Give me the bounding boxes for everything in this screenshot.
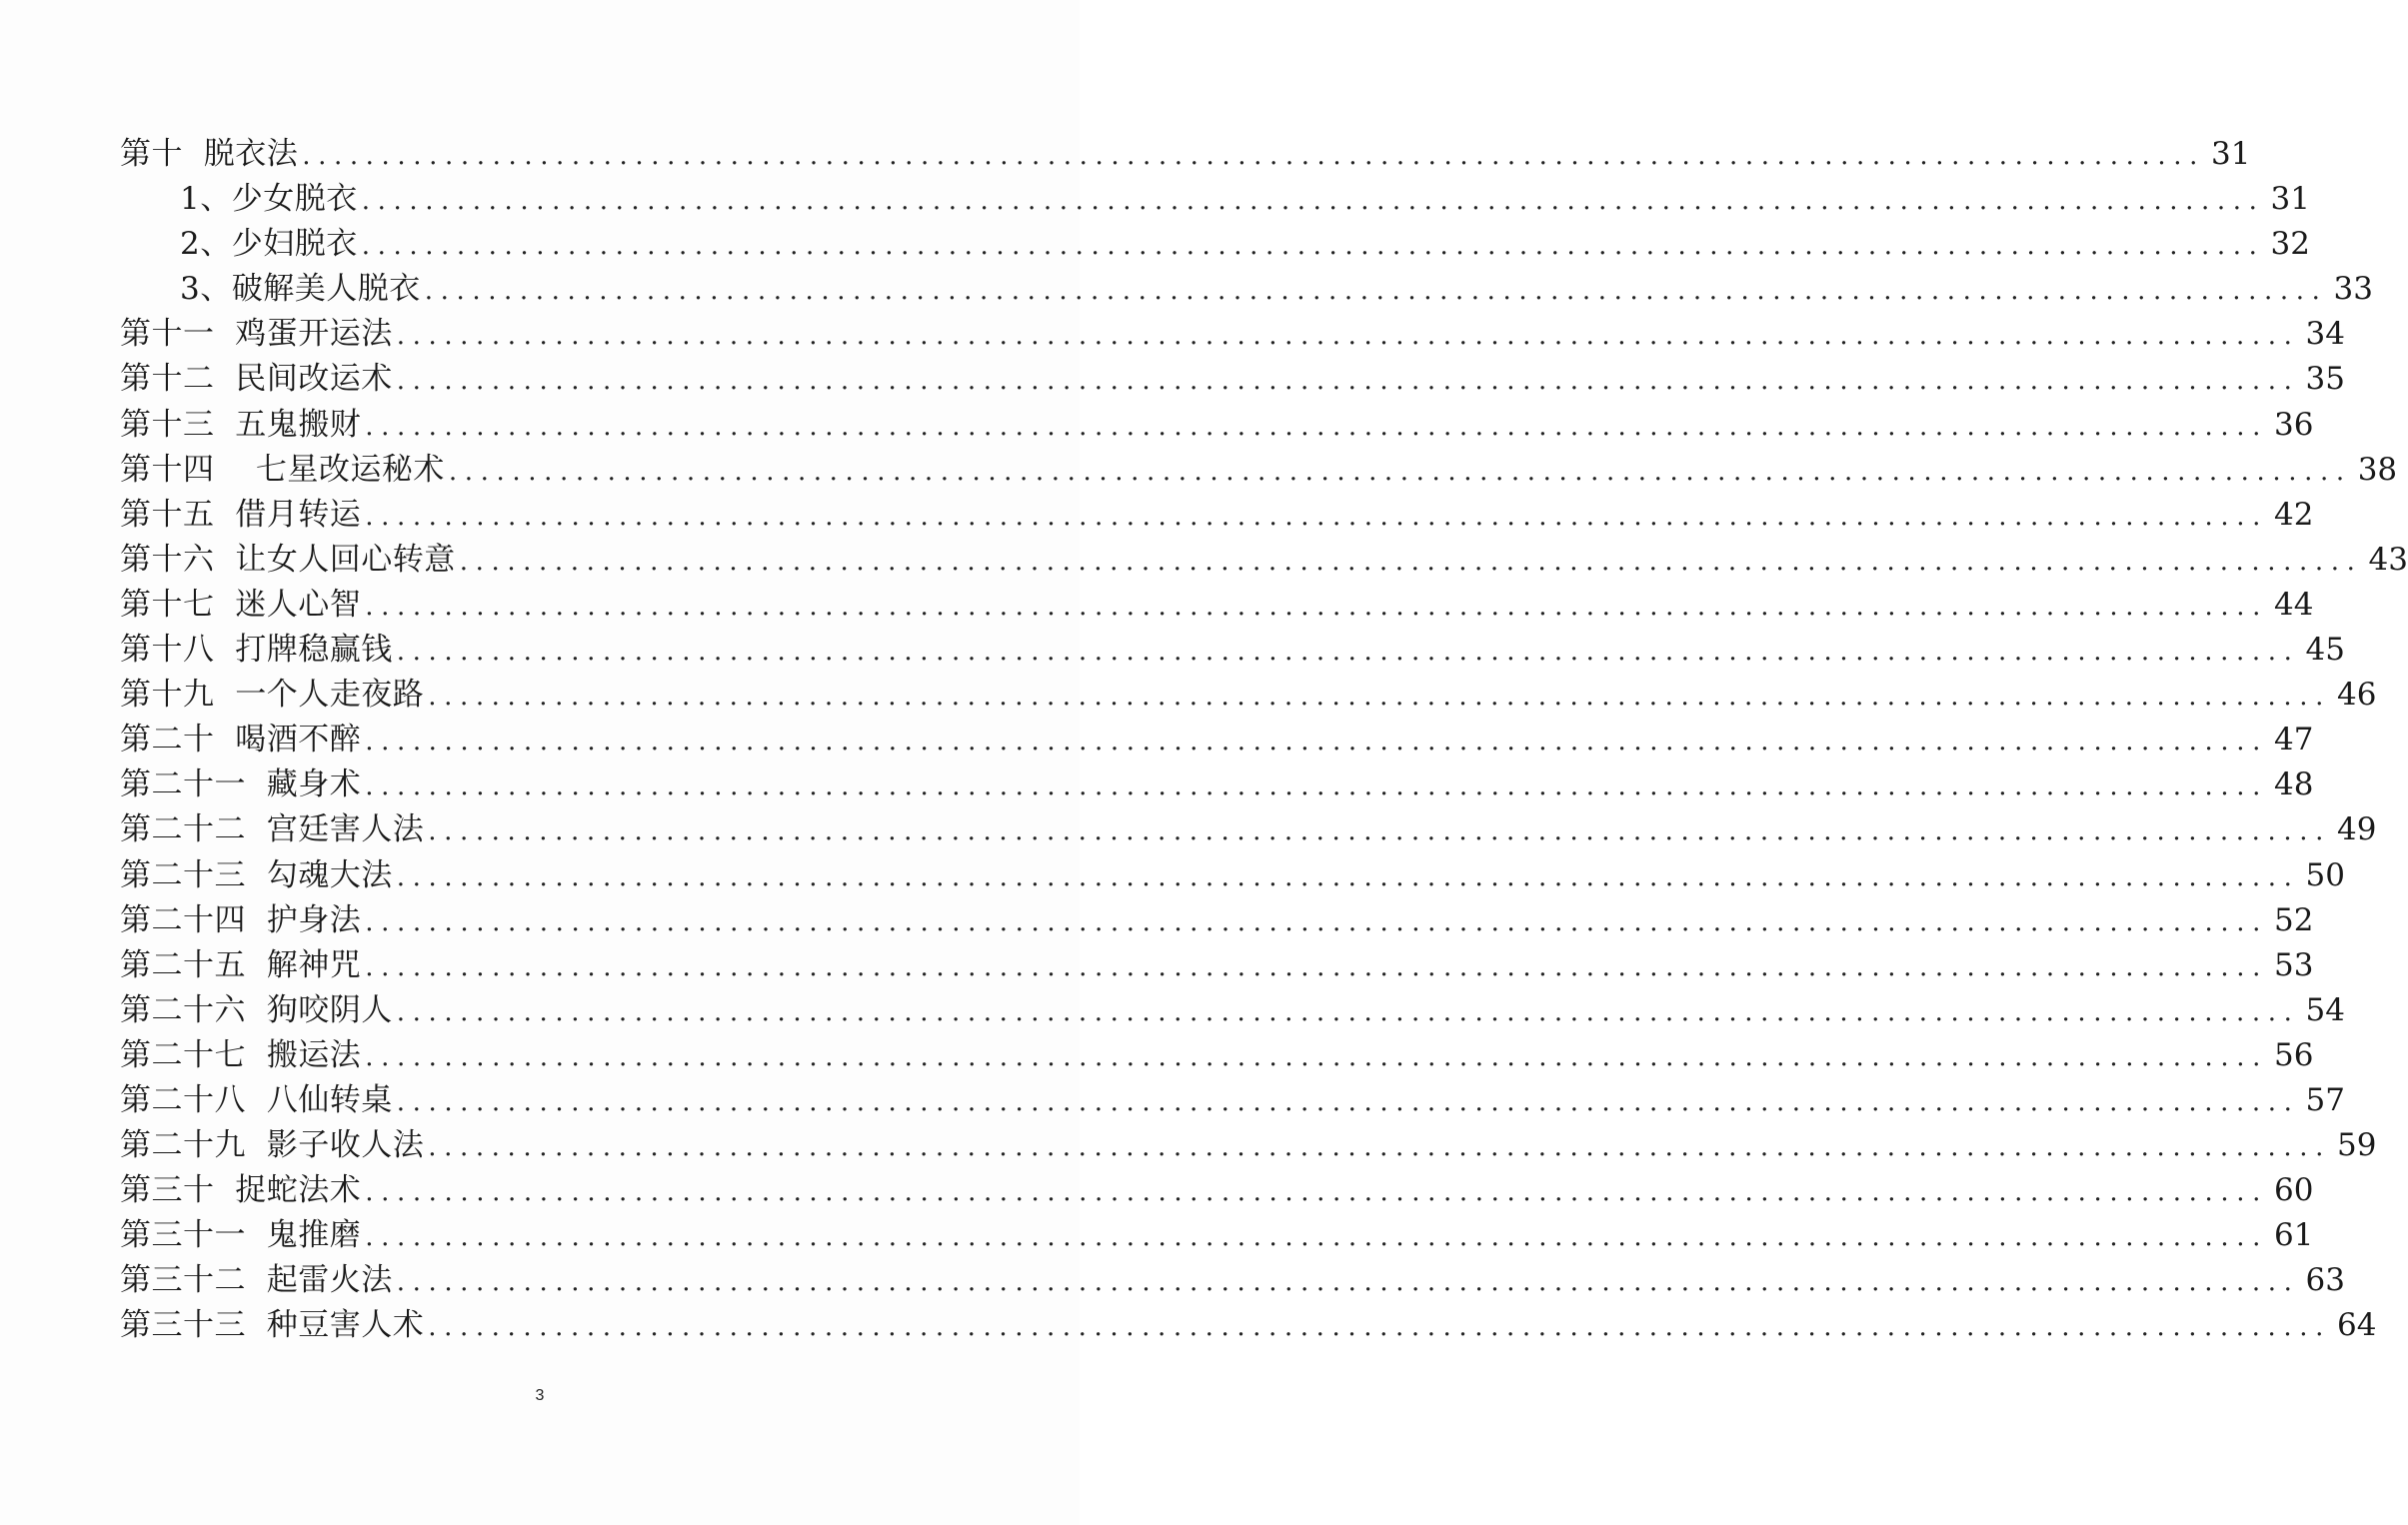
toc-entry	[120, 1123, 2377, 1168]
toc-entry	[120, 1168, 2314, 1213]
toc-dot-leader: ........................................................................................................................	[365, 906, 2268, 937]
toc-dot-leader: ........................................................................................................................	[365, 591, 2268, 622]
toc-entry-title: 第十 脱衣法	[120, 136, 299, 172]
toc-entry	[120, 222, 2310, 267]
toc-dot-leader: ........................................................................................................................	[396, 1086, 2300, 1117]
toc-entry	[120, 538, 2408, 583]
toc-dot-leader: ........................................................................................................................	[448, 456, 2352, 487]
toc-entry-title: 第十三 五鬼搬财	[120, 406, 362, 443]
toc-entry-title: 第二十 喝酒不醉	[120, 722, 362, 759]
toc-entry-page: 50	[2305, 856, 2345, 893]
toc-dot-leader: ........................................................................................................................	[459, 546, 2363, 577]
toc-entry-title: 第十九 一个人走夜路	[120, 677, 425, 714]
toc-entry-title: 第三十一 鬼推磨	[120, 1217, 362, 1254]
toc-dot-leader: ........................................................................................................................	[428, 816, 2331, 847]
toc-entry	[120, 312, 2345, 357]
toc-entry-page: 61	[2273, 1217, 2314, 1254]
toc-entry-page: 35	[2305, 361, 2345, 398]
toc-entry-page: 52	[2273, 901, 2314, 938]
toc-entry-page: 43	[2368, 541, 2408, 578]
toc-entry-title: 3、破解美人脱衣	[180, 271, 421, 308]
toc-entry-title: 第二十三 勾魂大法	[120, 856, 393, 893]
toc-dot-leader: ........................................................................................................................	[396, 637, 2300, 668]
toc-entry-title: 第二十六 狗咬阴人	[120, 991, 393, 1028]
toc-entry-page: 42	[2273, 496, 2314, 533]
toc-dot-leader: ........................................................................................................................	[365, 1041, 2268, 1072]
toc-entry-title: 第二十八 八仙转桌	[120, 1081, 393, 1118]
toc-dot-leader: ........................................................................................................................	[424, 276, 2328, 307]
toc-dot-leader: ........................................................................................................................	[365, 727, 2268, 758]
toc-entry	[120, 718, 2314, 762]
toc-dot-leader: ........................................................................................................................	[396, 996, 2300, 1027]
toc-entry-page: 34	[2305, 316, 2345, 353]
toc-dot-leader: ........................................................................................................................	[428, 682, 2331, 713]
toc-entry-title: 第十八 打牌稳赢钱	[120, 632, 393, 669]
toc-entry-page: 32	[2270, 226, 2310, 263]
toc-entry	[120, 267, 2373, 312]
toc-entry-page: 54	[2305, 991, 2345, 1028]
toc-entry	[120, 807, 2377, 852]
toc-entry-page: 56	[2273, 1036, 2314, 1073]
toc-entry-title: 第三十 捉蛇法术	[120, 1172, 362, 1209]
toc-entry	[120, 988, 2345, 1033]
toc-entry	[120, 943, 2314, 988]
toc-entry	[120, 898, 2314, 943]
toc-entry	[120, 493, 2314, 538]
toc-entry	[120, 853, 2345, 898]
toc-entry-title: 第十五 借月转运	[120, 496, 362, 533]
toc-entry	[120, 628, 2345, 673]
toc-dot-leader: ........................................................................................................................	[365, 411, 2268, 442]
toc-entry-page: 38	[2357, 451, 2398, 488]
toc-entry	[120, 583, 2314, 628]
toc-entry-title: 第二十七 搬运法	[120, 1036, 362, 1073]
toc-entry-title: 第十七 迷人心智	[120, 586, 362, 623]
toc-dot-leader: ........................................................................................................................	[365, 501, 2268, 532]
toc-entry	[120, 1213, 2314, 1258]
toc-dot-leader: ........................................................................................................................	[365, 1177, 2268, 1208]
toc-entry-page: 59	[2336, 1127, 2377, 1164]
toc-entry-page: 31	[2270, 181, 2310, 218]
toc-entry-title: 第十二 民间改运术	[120, 361, 393, 398]
toc-entry-title: 第三十二 起雷火法	[120, 1262, 393, 1299]
toc-entry-page: 47	[2273, 722, 2314, 759]
toc-entry	[120, 1258, 2345, 1303]
toc-dot-leader: ........................................................................................................................	[396, 1267, 2300, 1298]
toc-entry-page: 33	[2333, 271, 2373, 308]
toc-entry-title: 第二十四 护身法	[120, 901, 362, 938]
toc-entry-title: 第三十三 种豆害人术	[120, 1307, 425, 1344]
toc-entry-page: 44	[2273, 586, 2314, 623]
toc-entry-page: 49	[2336, 811, 2377, 848]
toc-entry-title: 第二十五 解神咒	[120, 946, 362, 983]
toc-entry	[120, 177, 2310, 222]
toc-entry-page: 60	[2273, 1172, 2314, 1209]
toc-entry	[120, 1303, 2377, 1348]
toc-entry-page: 46	[2336, 677, 2377, 714]
toc-entry	[120, 673, 2377, 718]
toc-dot-leader: ........................................................................................................................	[365, 951, 2268, 982]
toc-dot-leader: ........................................................................................................................	[365, 1222, 2268, 1253]
table-of-contents	[120, 132, 2408, 1349]
toc-entry	[120, 448, 2398, 493]
toc-entry-title: 第二十九 影子收人法	[120, 1127, 425, 1164]
toc-entry-page: 31	[2210, 136, 2251, 172]
toc-dot-leader: ........................................................................................................................	[396, 861, 2300, 892]
toc-entry-title: 第十六 让女人回心转意	[120, 541, 456, 578]
toc-entry-title: 第十一 鸡蛋开运法	[120, 316, 393, 353]
toc-entry-title: 第十四 七星改运秘术	[120, 451, 445, 488]
page-number: 3	[535, 1387, 545, 1404]
toc-entry-title: 2、少妇脱衣	[180, 226, 358, 263]
toc-entry	[120, 1078, 2345, 1123]
toc-entry-title: 1、少女脱衣	[180, 181, 358, 218]
toc-entry	[120, 1033, 2314, 1078]
toc-entry	[120, 357, 2345, 402]
toc-dot-leader: ........................................................................................................................	[365, 771, 2268, 802]
toc-entry-page: 36	[2273, 406, 2314, 443]
toc-entry-page: 57	[2305, 1081, 2345, 1118]
toc-entry-title: 第二十一 藏身术	[120, 766, 362, 803]
toc-dot-leader: ........................................................................................................................	[396, 321, 2300, 352]
toc-dot-leader: ........................................................................................................................	[361, 231, 2265, 262]
toc-dot-leader: ........................................................................................................................	[302, 141, 2205, 171]
toc-entry-page: 64	[2336, 1307, 2377, 1344]
toc-entry	[120, 403, 2314, 448]
toc-dot-leader: ........................................................................................................................	[428, 1312, 2331, 1343]
toc-dot-leader: ........................................................................................................................	[361, 186, 2265, 217]
toc-dot-leader: ........................................................................................................................	[396, 366, 2300, 397]
toc-entry-page: 48	[2273, 766, 2314, 803]
toc-dot-leader: ........................................................................................................................	[428, 1132, 2331, 1163]
toc-entry	[120, 132, 2251, 177]
toc-entry-page: 45	[2305, 632, 2345, 669]
toc-entry-page: 53	[2273, 946, 2314, 983]
toc-entry	[120, 762, 2314, 807]
toc-entry-page: 63	[2305, 1262, 2345, 1299]
toc-entry-title: 第二十二 宫廷害人法	[120, 811, 425, 848]
